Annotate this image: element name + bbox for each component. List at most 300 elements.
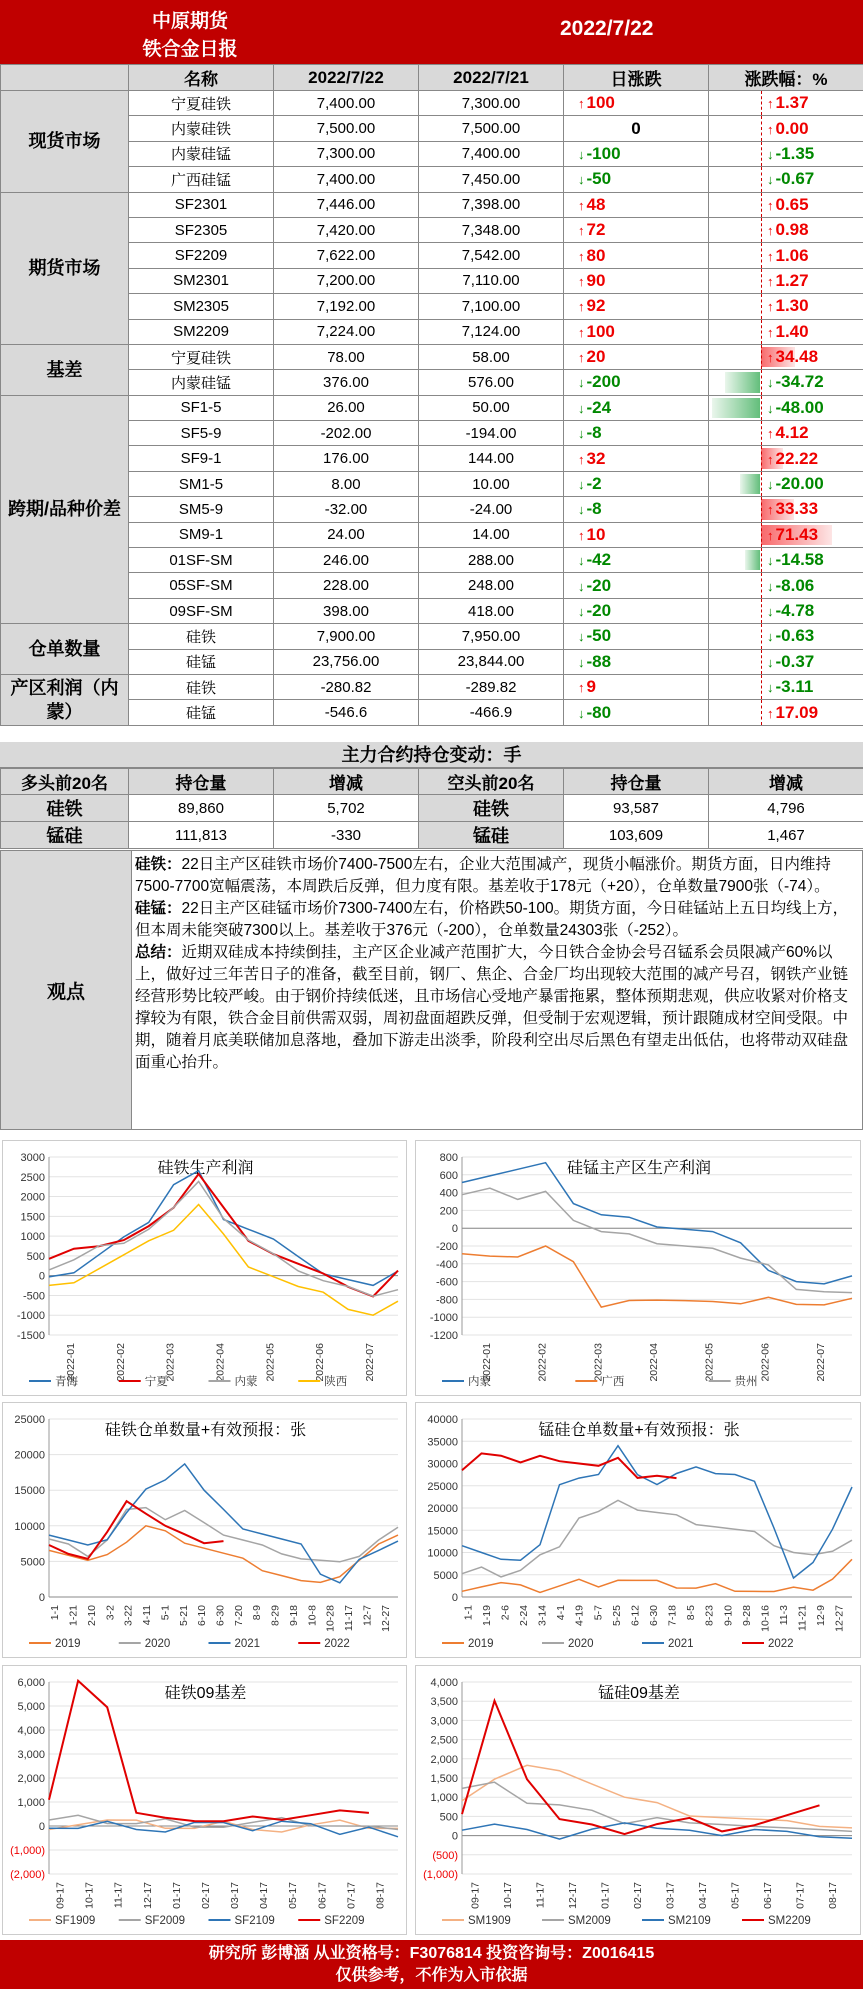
x-tick-label: 2022-05 <box>264 1343 277 1382</box>
daily-change <box>564 370 709 395</box>
daily-change-value: 20 <box>586 347 606 367</box>
chart-sf-warrants <box>2 1402 407 1658</box>
value-prev: 7,100.00 <box>419 294 564 319</box>
y-tick-label: 1,000 <box>17 1797 45 1809</box>
legend-label: SM2009 <box>568 1915 611 1927</box>
arrow-up-icon: ↑ <box>578 248 585 264</box>
y-tick-label: -200 <box>435 1241 458 1253</box>
arrow-up-icon: ↑ <box>578 299 585 315</box>
value-today: 8.00 <box>274 471 419 496</box>
change-pct-value: 17.09 <box>775 702 819 722</box>
chart-sm-warrants-svg <box>416 1403 862 1659</box>
daily-change-value: -2 <box>586 474 602 494</box>
change-pct <box>709 395 863 420</box>
value-prev: 7,450.00 <box>419 167 564 192</box>
legend-label: 2020 <box>568 1638 594 1650</box>
table-row <box>1 167 863 192</box>
header-name: 名称 <box>129 65 274 91</box>
change-pct <box>709 217 863 242</box>
row-name: 内蒙硅锰 <box>129 370 274 395</box>
zero-axis-line <box>761 675 762 699</box>
legend-label: SM1909 <box>468 1915 511 1927</box>
x-tick-label: 1-19 <box>480 1605 493 1627</box>
daily-change-value: -20 <box>586 575 612 595</box>
report-header <box>0 0 863 64</box>
short-label: 空头前20名 <box>419 769 564 795</box>
change-pct <box>709 497 863 522</box>
value-prev: 7,110.00 <box>419 268 564 293</box>
view-head-summary: 总结： <box>135 944 182 961</box>
zero-axis-line <box>761 396 762 420</box>
chart-sf-profit <box>2 1140 407 1396</box>
y-tick-label: 25000 <box>14 1414 45 1426</box>
row-name: SF1-5 <box>129 395 274 420</box>
arrow-up-icon: ↑ <box>767 273 774 289</box>
y-tick-label: 3,500 <box>430 1696 458 1709</box>
series-line <box>462 1188 852 1292</box>
long-change: -330 <box>274 822 419 849</box>
x-tick-label: 9-28 <box>740 1605 753 1627</box>
arrow-up-icon: ↑ <box>578 324 585 340</box>
value-today: 228.00 <box>274 573 419 598</box>
change-pct-value: 1.06 <box>775 245 809 265</box>
daily-change <box>564 548 709 573</box>
section-label: 期货市场 <box>1 192 129 344</box>
table-row <box>1 344 863 369</box>
section-label: 产区利润（内蒙） <box>1 674 129 725</box>
value-prev: 7,398.00 <box>419 192 564 217</box>
value-today: 78.00 <box>274 344 419 369</box>
y-tick-label: 20000 <box>14 1449 45 1462</box>
value-prev: -194.00 <box>419 421 564 446</box>
change-pct-value: 33.33 <box>775 499 819 519</box>
x-tick-label: 11-17 <box>343 1605 356 1632</box>
change-pct-value: -0.63 <box>775 626 815 646</box>
x-tick-label: 06-17 <box>761 1882 774 1909</box>
arrow-up-icon: ↑ <box>767 705 774 721</box>
change-pct-value: 22.22 <box>775 448 819 468</box>
value-today: 7,900.00 <box>274 624 419 649</box>
daily-change <box>564 91 709 116</box>
footer <box>0 1940 863 1989</box>
x-tick-label: 6-10 <box>196 1605 209 1627</box>
x-tick-label: 4-19 <box>573 1605 586 1627</box>
row-name: 硅锰 <box>129 700 274 725</box>
y-tick-label: 35000 <box>427 1436 458 1449</box>
x-tick-label: 06-17 <box>316 1882 329 1909</box>
x-tick-label: 1-1 <box>462 1605 475 1621</box>
arrow-down-icon: ↓ <box>578 375 585 391</box>
zero-axis-line <box>761 599 762 623</box>
table-row <box>1 700 863 725</box>
arrow-up-icon: ↑ <box>767 426 774 442</box>
table-row <box>1 217 863 242</box>
chart-sm-profit-svg <box>416 1141 862 1397</box>
series-line <box>49 1501 224 1559</box>
x-tick-label: 2022-06 <box>314 1343 327 1382</box>
table-row <box>1 446 863 471</box>
y-tick-label: 2500 <box>20 1171 45 1184</box>
company-name: 中原期货 <box>151 11 228 32</box>
legend-label: 内蒙 <box>468 1376 491 1388</box>
daily-change-value: 92 <box>586 296 606 316</box>
table-row <box>1 268 863 293</box>
row-name: 广西硅锰 <box>129 167 274 192</box>
daily-change-value: -8 <box>586 499 602 519</box>
y-tick-label: (2,000) <box>10 1869 45 1881</box>
daily-change <box>564 167 709 192</box>
daily-change-value: 72 <box>586 220 606 240</box>
y-tick-label: -1500 <box>16 1330 45 1342</box>
change-pct <box>709 624 863 649</box>
header-change: 日涨跌 <box>564 65 709 91</box>
zero-axis-line <box>761 573 762 597</box>
x-tick-label: 08-17 <box>826 1882 839 1909</box>
value-today: -280.82 <box>274 674 419 699</box>
legend-label: SF2209 <box>324 1915 365 1927</box>
long-name: 锰硅 <box>1 822 129 849</box>
arrow-down-icon: ↓ <box>578 146 585 162</box>
table-header-row <box>1 65 863 91</box>
legend-label: 2020 <box>144 1638 171 1650</box>
arrow-up-icon: ↑ <box>578 350 585 366</box>
change-pct <box>709 141 863 166</box>
y-tick-label: 2,000 <box>17 1773 45 1785</box>
databar <box>725 372 760 392</box>
value-prev: -289.82 <box>419 674 564 699</box>
change-pct <box>709 370 863 395</box>
zero-axis-line <box>761 320 762 344</box>
x-tick-label: 11-21 <box>796 1605 809 1632</box>
zero-axis-line <box>761 345 762 369</box>
daily-change-value: 100 <box>586 321 615 341</box>
daily-change <box>564 446 709 471</box>
table-row <box>1 573 863 598</box>
positions-header-row <box>1 769 863 795</box>
x-tick-label: 11-17 <box>534 1882 547 1909</box>
y-tick-label: 800 <box>439 1152 458 1164</box>
long-hold: 89,860 <box>129 795 274 822</box>
header-date-prev: 2022/7/21 <box>419 65 564 91</box>
daily-change <box>564 116 709 141</box>
view-head-sf: 硅铁： <box>135 856 182 873</box>
daily-change <box>564 192 709 217</box>
value-today: 7,300.00 <box>274 141 419 166</box>
y-tick-label: -500 <box>22 1290 45 1303</box>
x-tick-label: 08-17 <box>374 1882 387 1909</box>
long-label: 多头前20名 <box>1 769 129 795</box>
positions-table <box>0 768 863 849</box>
series-line <box>462 1823 852 1839</box>
zero-axis-line <box>761 243 762 267</box>
table-row <box>1 370 863 395</box>
legend-label: 青海 <box>55 1376 78 1388</box>
change-pct <box>709 167 863 192</box>
x-tick-label: 2022-05 <box>703 1343 716 1382</box>
legend-label: SF2009 <box>144 1915 186 1927</box>
series-line <box>462 1500 852 1577</box>
change-pct <box>709 471 863 496</box>
x-tick-label: 4-11 <box>141 1605 154 1626</box>
daily-change <box>564 243 709 268</box>
table-row <box>1 421 863 446</box>
report-date: 2022/7/22 <box>560 17 654 40</box>
value-today: 176.00 <box>274 446 419 471</box>
table-row <box>1 116 863 141</box>
legend-label: SM2209 <box>768 1915 811 1927</box>
x-tick-label: 10-17 <box>83 1882 96 1909</box>
view-body-sf: 22日主产区硅铁市场价7400-7500左右，企业大范围减产，现货小幅涨价。期货方面，日内维持7500-7700宽幅震荡，本周跌后反弹，但力度有限。基差收于178元（+20），仓单数量7900张（-74）。 <box>135 856 831 895</box>
series-line <box>462 1163 852 1284</box>
x-tick-label: 03-17 <box>664 1882 677 1909</box>
arrow-up-icon: ↑ <box>767 121 774 137</box>
arrow-down-icon: ↓ <box>767 400 774 416</box>
section-label: 基差 <box>1 344 129 395</box>
long-change-header: 增减 <box>274 769 419 795</box>
y-tick-label: 3,000 <box>17 1749 45 1761</box>
x-tick-label: 4-1 <box>555 1605 568 1621</box>
header-change-pct: 涨跌幅：% <box>709 65 863 91</box>
value-prev: -466.9 <box>419 700 564 725</box>
zero-axis-line <box>761 650 762 674</box>
header-blank <box>1 65 129 91</box>
y-tick-label: 40000 <box>427 1414 458 1426</box>
zero-axis-line <box>761 294 762 318</box>
zero-axis-line <box>761 472 762 496</box>
short-change-header: 增减 <box>709 769 863 795</box>
daily-change-value: 32 <box>586 448 606 468</box>
daily-change-value: 10 <box>586 524 606 544</box>
change-pct <box>709 243 863 268</box>
x-tick-label: 2022-06 <box>759 1343 772 1382</box>
zero-axis-line <box>761 370 762 394</box>
change-pct-value: 71.43 <box>775 524 819 544</box>
table-row <box>1 649 863 674</box>
arrow-up-icon: ↑ <box>578 680 585 696</box>
value-today: 7,400.00 <box>274 91 419 116</box>
daily-change-value: 0 <box>631 118 641 138</box>
value-today: 24.00 <box>274 522 419 547</box>
x-tick-label: 3-22 <box>122 1605 135 1627</box>
zero-axis-line <box>761 193 762 217</box>
change-pct-value: -4.78 <box>775 601 815 620</box>
value-prev: 7,124.00 <box>419 319 564 344</box>
x-tick-label: 09-17 <box>469 1882 482 1909</box>
row-name: SM2209 <box>129 319 274 344</box>
section-label: 现货市场 <box>1 91 129 193</box>
change-pct <box>709 700 863 725</box>
zero-axis-line <box>761 269 762 293</box>
section-label: 跨期/品种价差 <box>1 395 129 624</box>
change-pct <box>709 649 863 674</box>
y-tick-label: -1200 <box>429 1330 458 1342</box>
change-pct-value: -34.72 <box>775 372 824 392</box>
x-tick-label: 11-17 <box>112 1882 125 1909</box>
arrow-down-icon: ↓ <box>578 172 585 188</box>
change-pct <box>709 116 863 141</box>
value-prev: 7,950.00 <box>419 624 564 649</box>
change-pct-value: -0.37 <box>775 651 815 671</box>
y-tick-label: 2,500 <box>430 1734 458 1747</box>
chart-title: 锰硅09基差 <box>598 1685 680 1702</box>
zero-axis-line <box>761 548 762 572</box>
arrow-down-icon: ↓ <box>767 146 774 162</box>
daily-change-value: 80 <box>586 245 606 265</box>
table-row <box>1 624 863 649</box>
y-tick-label: -400 <box>435 1258 458 1271</box>
value-prev: 418.00 <box>419 598 564 623</box>
row-name: SM5-9 <box>129 497 274 522</box>
row-name: SM2305 <box>129 294 274 319</box>
arrow-up-icon: ↑ <box>578 451 585 467</box>
arrow-down-icon: ↓ <box>767 654 774 670</box>
daily-change-value: -50 <box>586 626 612 646</box>
y-tick-label: 600 <box>439 1169 458 1182</box>
x-tick-label: 04-17 <box>258 1882 271 1909</box>
value-today: -202.00 <box>274 421 419 446</box>
x-tick-label: 03-17 <box>229 1882 242 1909</box>
legend-label: 2021 <box>668 1638 694 1650</box>
databar <box>740 474 760 494</box>
x-tick-label: 2022-04 <box>648 1343 660 1382</box>
daily-change <box>564 294 709 319</box>
arrow-down-icon: ↓ <box>767 172 774 188</box>
change-pct-value: -48.00 <box>775 397 824 417</box>
row-name: SF9-1 <box>129 446 274 471</box>
x-tick-label: 12-9 <box>815 1605 828 1627</box>
y-tick-label: 2000 <box>20 1191 45 1204</box>
table-row <box>1 674 863 699</box>
change-pct-value: 0.00 <box>775 118 809 138</box>
x-tick-label: 02-17 <box>199 1882 212 1909</box>
y-tick-label: 200 <box>439 1205 458 1218</box>
daily-change <box>564 217 709 242</box>
x-tick-label: 2022-03 <box>592 1343 605 1382</box>
y-tick-label: 0 <box>38 1592 45 1604</box>
arrow-down-icon: ↓ <box>578 629 585 645</box>
x-tick-label: 5-1 <box>159 1605 172 1621</box>
chart-title: 锰硅仓单数量+有效预报：张 <box>538 1422 740 1439</box>
table-row <box>1 548 863 573</box>
view-paragraph-sf <box>135 854 859 898</box>
arrow-down-icon: ↓ <box>578 654 585 670</box>
x-tick-label: 2-10 <box>85 1605 98 1627</box>
short-name: 锰硅 <box>419 822 564 849</box>
x-tick-label: 2022-02 <box>114 1343 127 1382</box>
arrow-up-icon: ↑ <box>578 273 585 289</box>
change-pct-value: 1.27 <box>775 270 809 290</box>
x-tick-label: 2-6 <box>499 1605 512 1621</box>
arrow-down-icon: ↓ <box>578 553 585 569</box>
value-prev: 23,844.00 <box>419 649 564 674</box>
series-line <box>462 1559 852 1592</box>
x-tick-label: 04-17 <box>696 1882 709 1909</box>
daily-change <box>564 344 709 369</box>
zero-axis-line <box>761 218 762 242</box>
value-prev: 576.00 <box>419 370 564 395</box>
x-tick-label: 11-3 <box>778 1605 790 1626</box>
footer-disclaimer: 仅供参考，不作为入市依据 <box>335 1967 528 1984</box>
value-today: 7,224.00 <box>274 319 419 344</box>
short-hold: 93,587 <box>564 795 709 822</box>
chart-title: 硅铁生产利润 <box>157 1160 254 1177</box>
change-pct <box>709 294 863 319</box>
x-tick-label: 07-17 <box>794 1882 807 1909</box>
daily-change <box>564 674 709 699</box>
daily-change <box>564 497 709 522</box>
view-body-sm: 22日主产区硅锰市场价7300-7400左右，价格跌50-100。期货方面，今日硅锰站上五日均线上方，但本周未能突破7300以上。基差收于376元（-200），仓单数量24303张（-252）。 <box>135 900 849 939</box>
arrow-down-icon: ↓ <box>578 578 585 594</box>
x-tick-label: 10-17 <box>501 1882 514 1909</box>
short-change: 4,796 <box>709 795 863 822</box>
x-tick-label: 1-1 <box>49 1605 62 1621</box>
value-today: 26.00 <box>274 395 419 420</box>
value-today: 7,400.00 <box>274 167 419 192</box>
y-tick-label: 5000 <box>433 1569 458 1582</box>
daily-change-value: -20 <box>586 601 612 620</box>
x-tick-label: 07-17 <box>345 1882 358 1909</box>
arrow-down-icon: ↓ <box>578 502 585 518</box>
row-name: 09SF-SM <box>129 598 274 623</box>
daily-change-value: -42 <box>586 550 612 570</box>
chart-sf-profit-svg <box>3 1141 408 1397</box>
legend-label: 陕西 <box>324 1376 348 1388</box>
chart-sm-profit <box>415 1140 861 1396</box>
y-tick-label: 0 <box>38 1821 45 1833</box>
x-tick-label: 2-24 <box>518 1605 530 1627</box>
daily-change-value: -50 <box>586 169 612 189</box>
change-pct <box>709 573 863 598</box>
view-body-summary: 近期双硅成本持续倒挂，主产区企业减产范围扩大，今日铁合金协会号召锰系会员限减产60%以上，做好过三年苦日子的准备，截至目前，钢厂、焦企、合金厂均出现较大范围的减产号召，钢铁产业链经营形势比较严峻。由于钢价持续低迷，且市场信心受地产暴雷拖累，整体预期悲观，供应收紧对价格支撑较为有限，铁合金目前供需双弱，周初盘面超跌反弹，但受制于宏观逻辑，预计跟随成材空间受限。中期，随着月底美联储加息落地，叠加下游走出淡季，阶段利空出尽后黑色有望走出低估，也将带动双硅盘面重心抬升。 <box>135 944 849 1071</box>
databar <box>712 398 760 418</box>
y-tick-label: (1,000) <box>10 1845 45 1857</box>
x-tick-label: 8-9 <box>251 1605 264 1621</box>
section-label: 仓单数量 <box>1 624 129 675</box>
zero-axis-line <box>761 167 762 191</box>
arrow-up-icon: ↑ <box>767 299 774 315</box>
view-section <box>0 850 863 1130</box>
arrow-up-icon: ↑ <box>767 197 774 213</box>
daily-change <box>564 598 709 623</box>
legend-label: 2019 <box>55 1638 81 1650</box>
row-name: SM9-1 <box>129 522 274 547</box>
y-tick-label: 15000 <box>14 1485 45 1498</box>
arrow-up-icon: ↑ <box>578 223 585 239</box>
legend-label: 2022 <box>324 1638 350 1650</box>
zero-axis-line <box>761 700 762 724</box>
row-name: SF2209 <box>129 243 274 268</box>
x-tick-label: 6-30 <box>648 1605 660 1627</box>
view-label: 观点 <box>1 851 132 1129</box>
change-pct-value: -14.58 <box>775 550 824 570</box>
change-pct <box>709 446 863 471</box>
table-row <box>1 395 863 420</box>
long-change: 5,702 <box>274 795 419 822</box>
daily-change <box>564 319 709 344</box>
daily-change <box>564 141 709 166</box>
value-today: -32.00 <box>274 497 419 522</box>
row-name: SF2305 <box>129 217 274 242</box>
x-tick-label: 12-27 <box>379 1605 392 1632</box>
zero-axis-line <box>761 624 762 648</box>
x-tick-label: 2022-01 <box>64 1343 77 1382</box>
x-tick-label: 2022-07 <box>364 1343 377 1382</box>
zero-axis-line <box>761 523 762 547</box>
long-hold: 111,813 <box>129 822 274 849</box>
x-tick-label: 2022-07 <box>815 1343 828 1382</box>
y-tick-label: 1500 <box>20 1211 45 1224</box>
row-name: 硅铁 <box>129 624 274 649</box>
